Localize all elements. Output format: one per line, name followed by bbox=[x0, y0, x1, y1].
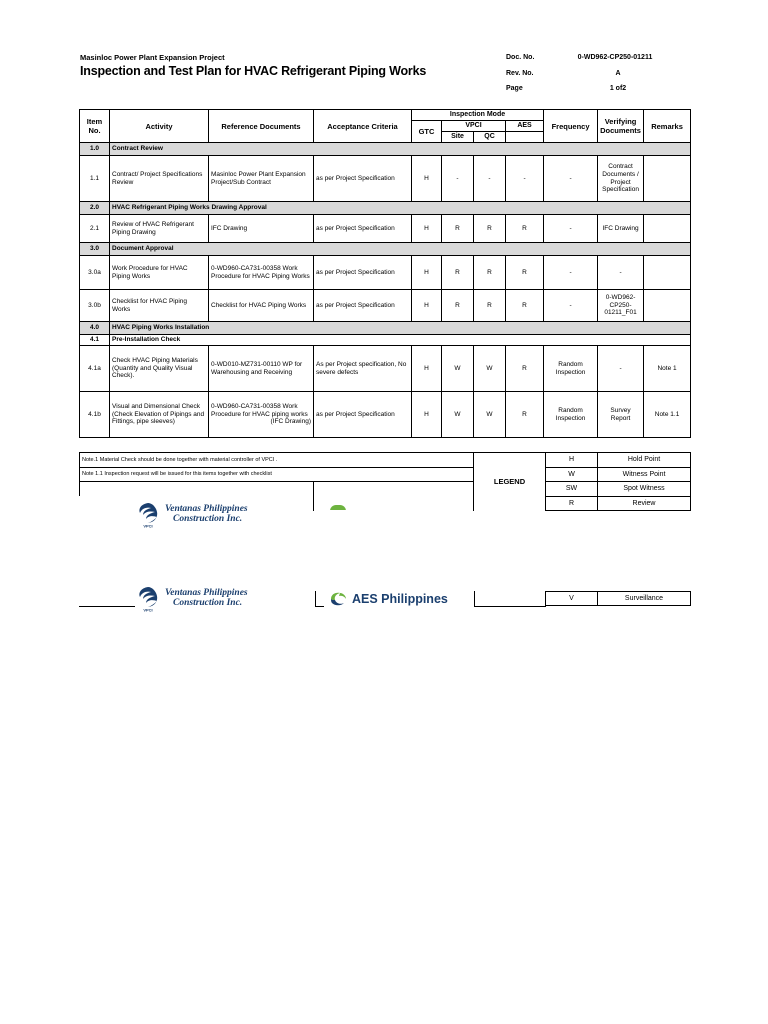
table-row bbox=[80, 215, 691, 243]
gtc-cell: H bbox=[412, 346, 442, 392]
section-title: HVAC Piping Works Installation bbox=[110, 322, 691, 335]
site-cell: W bbox=[442, 392, 474, 438]
table-row bbox=[80, 156, 691, 202]
section-row bbox=[80, 243, 691, 256]
qc-cell: R bbox=[474, 290, 506, 322]
site-cell: R bbox=[442, 256, 474, 290]
activity-cell: Contract/ Project Specifications Review bbox=[110, 156, 209, 202]
legend-meaning: Review bbox=[598, 496, 691, 511]
document-title: Inspection and Test Plan for HVAC Refrigerant Piping Works bbox=[80, 64, 427, 78]
section-no: 2.0 bbox=[80, 202, 110, 215]
aes-cell: R bbox=[506, 290, 544, 322]
remarks-cell: Note 1 bbox=[644, 346, 691, 392]
gtc-cell: H bbox=[412, 256, 442, 290]
criteria-cell: as per Project Specification bbox=[314, 392, 412, 438]
table-row bbox=[80, 290, 691, 322]
table-row bbox=[80, 392, 691, 438]
bottom-rule-left bbox=[79, 591, 135, 607]
criteria-cell: as per Project Specification bbox=[314, 156, 412, 202]
item-no: 4.1a bbox=[80, 346, 110, 392]
item-no: 1.1 bbox=[80, 156, 110, 202]
remarks-cell: Note 1.1 bbox=[644, 392, 691, 438]
header-reference-documents: Reference Documents bbox=[209, 110, 314, 143]
activity-cell: Review of HVAC Refrigerant Piping Drawing bbox=[110, 215, 209, 243]
section-row bbox=[80, 322, 691, 335]
header-activity: Activity bbox=[110, 110, 209, 143]
site-cell: - bbox=[442, 156, 474, 202]
legend-title bbox=[474, 453, 546, 511]
verifying-cell: IFC Drawing bbox=[598, 215, 644, 243]
aes-cell: R bbox=[506, 215, 544, 243]
frequency-cell: Random Inspection bbox=[544, 346, 598, 392]
activity-cell: Checklist for HVAC Piping Works bbox=[110, 290, 209, 322]
reference-line-2: (IFC Drawing) bbox=[270, 418, 311, 426]
legend-code: R bbox=[546, 496, 598, 511]
header-verifying-documents: Verifying Documents bbox=[598, 110, 644, 143]
subsection-no: 4.1 bbox=[80, 335, 110, 346]
legend-code: W bbox=[546, 467, 598, 482]
header-inspection-mode: Inspection Mode bbox=[412, 110, 544, 121]
item-no: 2.1 bbox=[80, 215, 110, 243]
frequency-cell: - bbox=[544, 156, 598, 202]
item-no: 3.0b bbox=[80, 290, 110, 322]
reference-cell: Checklist for HVAC Piping Works bbox=[209, 290, 314, 322]
activity-cell: Check HVAC Piping Materials (Quantity and Quality Visual Check). bbox=[110, 346, 209, 392]
vpci-name-line-1: Ventanas Philippines bbox=[165, 504, 248, 515]
legend-code: V bbox=[546, 592, 598, 606]
rev-no-label: Rev. No. bbox=[506, 70, 534, 77]
table-row bbox=[80, 256, 691, 290]
bottom-legend-table bbox=[545, 591, 691, 606]
legend-code: H bbox=[546, 453, 598, 468]
section-title: HVAC Refrigerant Piping Works Drawing Approval bbox=[110, 202, 691, 215]
section-row bbox=[80, 202, 691, 215]
header-qc: QC bbox=[474, 132, 506, 143]
remarks-cell bbox=[644, 256, 691, 290]
item-no: 3.0a bbox=[80, 256, 110, 290]
section-title: Document Approval bbox=[110, 243, 691, 256]
verifying-cell: - bbox=[598, 256, 644, 290]
legend-title-text: LEGEND bbox=[493, 477, 526, 487]
section-no: 1.0 bbox=[80, 143, 110, 156]
qc-cell: - bbox=[474, 156, 506, 202]
reference-cell: 0-WD960-CA731-00358 Work Procedure for HVAC Piping Works bbox=[209, 256, 314, 290]
aes-logo-text: AES Philippines bbox=[352, 592, 448, 606]
frequency-cell: Random Inspection bbox=[544, 392, 598, 438]
aes-logo-fragment bbox=[330, 505, 348, 510]
gtc-cell: H bbox=[412, 290, 442, 322]
legend-meaning: Hold Point bbox=[598, 453, 691, 468]
vpci-name-line-2: Construction Inc. bbox=[173, 598, 243, 608]
legend-meaning: Surveillance bbox=[598, 592, 691, 606]
criteria-cell: as per Project Specification bbox=[314, 290, 412, 322]
project-name: Masinloc Power Plant Expansion Project bbox=[80, 53, 225, 62]
vpci-name-line-2: Construction Inc. bbox=[173, 514, 243, 524]
reference-cell bbox=[209, 392, 314, 438]
section-no: 4.0 bbox=[80, 322, 110, 335]
vpci-logo bbox=[137, 502, 248, 528]
note-1: Note.1 Material Check should be done together with material controller of VPCI . bbox=[80, 453, 474, 468]
aes-cell: R bbox=[506, 392, 544, 438]
table-row bbox=[80, 346, 691, 392]
reference-cell: IFC Drawing bbox=[209, 215, 314, 243]
gtc-cell: H bbox=[412, 156, 442, 202]
itp-table bbox=[79, 109, 691, 438]
frequency-cell: - bbox=[544, 290, 598, 322]
frequency-cell: - bbox=[544, 256, 598, 290]
note-1-1: Note 1.1 Inspection request will be issued for this items together with checklist bbox=[80, 467, 474, 482]
aes-cell: - bbox=[506, 156, 544, 202]
page-label: Page bbox=[506, 85, 523, 92]
verifying-cell: - bbox=[598, 346, 644, 392]
subsection-row bbox=[80, 335, 691, 346]
header-aes: AES bbox=[506, 121, 544, 132]
aes-cell: R bbox=[506, 346, 544, 392]
bottom-rule-right bbox=[474, 591, 546, 607]
subsection-title: Pre-Installation Check bbox=[110, 335, 691, 346]
svg-text:VPCI: VPCI bbox=[143, 523, 153, 528]
vpci-logo-text bbox=[165, 589, 248, 609]
section-row bbox=[80, 143, 691, 156]
criteria-cell: as per Project Specification bbox=[314, 256, 412, 290]
qc-cell: W bbox=[474, 392, 506, 438]
activity-cell: Work Procedure for HVAC Piping Works bbox=[110, 256, 209, 290]
remarks-cell bbox=[644, 215, 691, 243]
activity-cell: Visual and Dimensional Check (Check Elevation of Pipings and Fittings, pipe sleeves) bbox=[110, 392, 209, 438]
vpci-logo-bottom bbox=[137, 586, 248, 612]
doc-no-value: 0-WD962-CP250-01211 bbox=[577, 54, 653, 61]
svg-text:VPCI: VPCI bbox=[143, 607, 153, 612]
logo-area-right bbox=[314, 482, 474, 497]
bottom-rule-mid bbox=[315, 591, 324, 607]
gtc-cell: H bbox=[412, 215, 442, 243]
qc-cell: W bbox=[474, 346, 506, 392]
header-acceptance-criteria: Acceptance Criteria bbox=[314, 110, 412, 143]
criteria-cell: As per Project specification, No severe defects bbox=[314, 346, 412, 392]
header-site: Site bbox=[442, 132, 474, 143]
site-cell: R bbox=[442, 215, 474, 243]
header-item-no: Item No. bbox=[80, 110, 110, 143]
aes-logo bbox=[328, 591, 448, 607]
page-value: 1 of2 bbox=[609, 85, 627, 92]
item-no: 4.1b bbox=[80, 392, 110, 438]
remarks-cell bbox=[644, 156, 691, 202]
verifying-cell: Contract Documents / Project Specification bbox=[598, 156, 644, 202]
legend-code: SW bbox=[546, 482, 598, 497]
vpci-name-line-1: Ventanas Philippines bbox=[165, 588, 248, 599]
header-vpci: VPCI bbox=[442, 121, 506, 132]
doc-no-label: Doc. No. bbox=[506, 54, 535, 61]
gtc-cell: H bbox=[412, 392, 442, 438]
reference-cell: Masinloc Power Plant Expansion Project/Sub Contract bbox=[209, 156, 314, 202]
section-no: 3.0 bbox=[80, 243, 110, 256]
qc-cell: R bbox=[474, 256, 506, 290]
aes-mark-icon bbox=[328, 591, 348, 607]
frequency-cell: - bbox=[544, 215, 598, 243]
vpci-swirl-icon bbox=[137, 502, 159, 528]
section-title: Contract Review bbox=[110, 143, 691, 156]
rev-no-value: A bbox=[615, 70, 621, 77]
site-cell: R bbox=[442, 290, 474, 322]
reference-line-1: 0-WD960-CA731-00358 Work Procedure for HVAC piping works bbox=[211, 402, 308, 418]
header-remarks: Remarks bbox=[644, 110, 691, 143]
site-cell: W bbox=[442, 346, 474, 392]
header-gtc: GTC bbox=[412, 121, 442, 143]
header-frequency: Frequency bbox=[544, 110, 598, 143]
remarks-cell bbox=[644, 290, 691, 322]
verifying-cell: 0-WD962-CP250-01211_F01 bbox=[598, 290, 644, 322]
reference-cell: 0-WD010-MZ731-00110 WP for Warehousing and Receiving bbox=[209, 346, 314, 392]
aes-cell: R bbox=[506, 256, 544, 290]
legend-meaning: Witness Point bbox=[598, 467, 691, 482]
criteria-cell: as per Project Specification bbox=[314, 215, 412, 243]
logo-area-left bbox=[80, 482, 314, 497]
verifying-cell: Survey Report bbox=[598, 392, 644, 438]
legend-meaning: Spot Witness bbox=[598, 482, 691, 497]
qc-cell: R bbox=[474, 215, 506, 243]
vpci-swirl-icon bbox=[137, 586, 159, 612]
header-aes-blank bbox=[506, 132, 544, 143]
vpci-logo-text bbox=[165, 505, 248, 525]
